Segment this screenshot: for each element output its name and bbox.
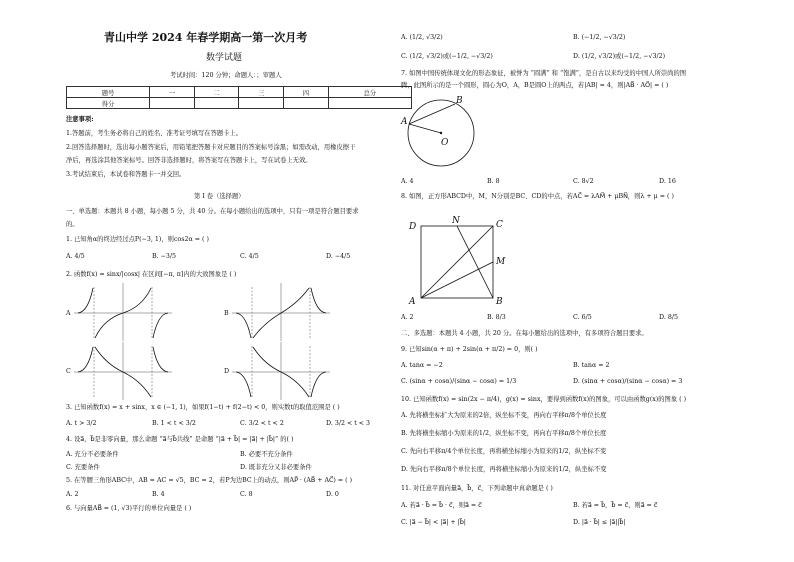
chord-ab: [409, 104, 455, 124]
score-cell[interactable]: [150, 98, 195, 109]
curve: [78, 288, 93, 313]
q7-option-b[interactable]: B. 8: [487, 178, 500, 185]
point-a-label: A: [409, 297, 416, 307]
score-cell[interactable]: [239, 98, 284, 109]
point-n-label: N: [452, 216, 460, 226]
score-header-cell: 一: [150, 87, 195, 98]
q7-option-c[interactable]: C. 8√2: [573, 178, 594, 185]
score-header-cell: 四: [284, 87, 329, 98]
note-item: 3.考试结束后，本试卷和答题卡一并交回。: [66, 171, 186, 178]
q9-option-a[interactable]: A. tanα = −2: [401, 362, 443, 369]
q6-option-b[interactable]: B. (−1/2, −√3/2): [573, 34, 626, 41]
segment-am: [421, 262, 493, 298]
point-a-label: A: [401, 117, 408, 127]
q4-option-b[interactable]: B. 必要不充分条件: [240, 451, 293, 458]
score-value-row: [67, 98, 412, 109]
curve: [236, 313, 251, 338]
score-cell[interactable]: [328, 98, 411, 109]
center-point: [440, 132, 442, 134]
q3-option-d[interactable]: D. 3/2 < t < 3: [326, 420, 371, 427]
section1-instruction: 的。: [66, 221, 79, 228]
q11-option-c[interactable]: C. |a⃗ − b⃗| < |a⃗| + |b⃗|: [401, 519, 466, 526]
score-row-label: 得分: [67, 98, 150, 109]
score-header-cell: 三: [239, 87, 284, 98]
q1-option-d[interactable]: D. −4/5: [326, 253, 351, 260]
diagonal-ac: [421, 226, 493, 298]
q3-stem: 3. 已知函数f(x) = x + sinx，x ∈ (−1, 1)，如果f(1−t) + f(2−t) < 0，则实数t的取值范围是 ( ): [66, 404, 340, 411]
q6-option-a[interactable]: A. (1/2, √3/2): [401, 34, 443, 41]
q8-square-figure: [407, 212, 507, 308]
section1-instruction: 一、单选题：本题共 8 小题，每小题 5 分，共 40 分。在每小题给出的选项中，只有一项是符合题目要求: [66, 208, 359, 215]
curve: [311, 288, 326, 313]
notes-title: 注意事项:: [66, 116, 94, 123]
q2-label-c[interactable]: C: [66, 368, 71, 375]
point-b-label: B: [456, 96, 463, 106]
q3-option-c[interactable]: C. 3/2 < t < 2: [240, 420, 284, 427]
q3-option-a[interactable]: A. t > 3/2: [66, 420, 97, 427]
q6-stem: 6. 与向量AB⃗ = (1, √3)平行的单位向量是 ( ): [66, 505, 192, 512]
exam-info: 考试时间：120 分钟；命题人：；审题人: [170, 72, 282, 79]
q5-option-c[interactable]: C. 8: [240, 491, 253, 498]
q4-option-c[interactable]: C. 充要条件: [66, 464, 100, 471]
curve: [236, 372, 251, 397]
q2-graph-d: [232, 342, 332, 402]
q11-option-a[interactable]: A. 若a⃗ · b⃗ = b⃗ · c⃗，则a⃗ = c⃗: [401, 502, 482, 509]
section1-title: 第 I 卷（选择题）: [194, 193, 245, 200]
point-b-label: B: [496, 297, 503, 307]
q1-option-c[interactable]: C. 4/5: [240, 253, 259, 260]
score-header-cell: 二: [194, 87, 239, 98]
score-table: [66, 86, 412, 109]
q9-option-b[interactable]: B. tanα = 2: [573, 362, 610, 369]
q4-option-d[interactable]: D. 既非充分又非必要条件: [240, 464, 312, 471]
segment-bn: [457, 226, 493, 298]
q2-graph-c: [74, 342, 174, 402]
curve: [153, 347, 168, 372]
q10-option-c[interactable]: C. 先向右平移π/4个单位长度，再将横坐标缩小为原来的1/2，纵坐标不变: [401, 448, 607, 455]
note-item: 2.回答选择题时，选出每小题答案后，用铅笔把答题卡对应题目的答案标号涂黑；如需改动，用橡皮擦干: [66, 144, 356, 151]
point-c-label: C: [496, 220, 503, 230]
q4-option-a[interactable]: A. 充分不必要条件: [66, 451, 119, 458]
point-m-label: M: [496, 257, 506, 267]
curve: [153, 313, 168, 338]
q2-label-a[interactable]: A: [66, 310, 71, 317]
q11-option-b[interactable]: B. 若a⃗ = b⃗，b⃗ = c⃗，则a⃗ = c⃗: [573, 502, 658, 509]
q2-label-b[interactable]: B: [224, 310, 229, 317]
q7-circle-figure: [401, 92, 481, 172]
q5-option-b[interactable]: B. 4: [152, 491, 165, 498]
q8-stem: 8. 如图，正方形ABCD中，M，N分别是BC、CD的中点，若AC⃗ = λAM⃗ + μBN⃗，则λ + μ = ( ): [401, 193, 674, 200]
note-item: 1.答题前，考生务必将自己的姓名、准考证号填写在答题卡上。: [66, 130, 243, 137]
score-cell[interactable]: [284, 98, 329, 109]
curve: [311, 372, 326, 397]
q2-stem: 2. 函数f(x) = sinx/|cosx| 在区间[−π, π]内的大致图象是 ( ): [66, 271, 237, 278]
q6-option-c[interactable]: C. (1/2, √3/2)或(−1/2, −√3/2): [401, 53, 493, 60]
q5-option-d[interactable]: D. 0: [326, 491, 339, 498]
q11-option-d[interactable]: D. |a⃗ · b⃗| ≤ |a⃗||b⃗|: [573, 519, 626, 526]
q10-option-d[interactable]: D. 先向右平移π/8个单位长度，再将横坐标缩小为原来的1/2，纵坐标不变: [401, 466, 607, 473]
q9-option-d[interactable]: D. (sinα + cosα)/(sinα − cosα) = 3: [573, 378, 683, 385]
q9-option-c[interactable]: C. (sinα + cosα)/(sinα − cosα) = 1/3: [401, 378, 517, 385]
point-o-label: O: [441, 138, 449, 148]
q7-stem: 腾，此图所示的是一个圆形，圆心为O，A，B是圆O上的两点，若|AB| = 4，则|AB⃗ · AO⃗| = ( ): [401, 82, 669, 89]
score-cell[interactable]: [194, 98, 239, 109]
score-header-row: [67, 87, 412, 98]
q8-option-b[interactable]: B. 8/3: [487, 314, 506, 321]
curve: [78, 347, 93, 372]
curve: [281, 288, 309, 313]
segment-ao: [409, 124, 441, 133]
q10-option-b[interactable]: B. 先将横坐标缩小为原来的1/2，纵坐标不变，再向右平移π/8个单位长度: [401, 430, 607, 437]
q6-option-d[interactable]: D. (1/2, √3/2)或(−1/2, −√3/2): [573, 53, 666, 60]
q7-stem: 7. 如图中国传统体现文化的形态象征，被誉为 “圆满” 和 “饱满”，是自古以来均受的中国人所崇尚的图: [401, 70, 687, 77]
q10-stem: 10. 已知函数f(x) = sin(2x − π/4)，g(x) = sinx，要得到函数f(x)的图象，可以由函数g(x)的图象 ( ): [401, 396, 687, 403]
q10-option-a[interactable]: A. 先将横坐标扩大为原来的2倍，纵坐标不变，再向右平移π/8个单位长度: [401, 412, 607, 419]
q3-option-b[interactable]: B. 1 < t < 3/2: [152, 420, 196, 427]
q7-option-a[interactable]: A. 4: [401, 178, 414, 185]
note-item: 净后，再选涂其他答案标号。回答非选择题时，将答案写在答题卡上，写在试卷上无效。: [66, 157, 312, 164]
q5-stem: 5. 在等腰三角形ABC中，AB = AC = √5，BC = 2，若P为边BC上的动点，则AP⃗ · (AB⃗ + AC⃗) = ( ): [66, 477, 353, 484]
q2-graph-a: [74, 283, 174, 343]
q1-stem: 1. 已知角α的终边经过点P(−3, 1)，则cos2α = ( ): [66, 236, 209, 243]
q7-option-d[interactable]: D. 16: [659, 178, 676, 185]
q2-label-d[interactable]: D: [224, 368, 230, 375]
score-header-cell: 题号: [67, 87, 150, 98]
point-d-label: D: [409, 222, 417, 232]
q4-stem: 4. 设a⃗，b⃗是非零向量，那么命题 “a⃗与b⃗共线” 是命题 “|a⃗ + b⃗| = |a⃗| + |b⃗|” 的( ): [66, 436, 294, 443]
q8-option-c[interactable]: C. 6/5: [573, 314, 592, 321]
q2-graph-b: [232, 283, 332, 343]
q8-option-d[interactable]: D. 8/5: [659, 314, 678, 321]
score-header-cell: 总分: [328, 87, 411, 98]
q1-option-b[interactable]: B. −3/5: [152, 253, 177, 260]
q5-option-a[interactable]: A. 2: [66, 491, 79, 498]
curve: [253, 313, 281, 338]
q8-option-a[interactable]: A. 2: [401, 314, 414, 321]
q11-stem: 11. 对任意平面向量a⃗，b⃗，c⃗，下列命题中真命题是 ( ): [401, 485, 553, 492]
section2-instruction: 二、多选题：本题共 4 小题，共 20 分。在每小题给出的选项中，有多项符合题目要求。: [401, 330, 648, 337]
exam-title: 青山中学 2024 年春学期高一第一次月考: [104, 31, 308, 44]
q1-option-a[interactable]: A. 4/5: [66, 253, 85, 260]
q9-stem: 9. 已知sin(α + π) + 2sin(α + π/2) = 0，则( ): [401, 346, 538, 353]
subject-title: 数学试题: [206, 53, 243, 63]
